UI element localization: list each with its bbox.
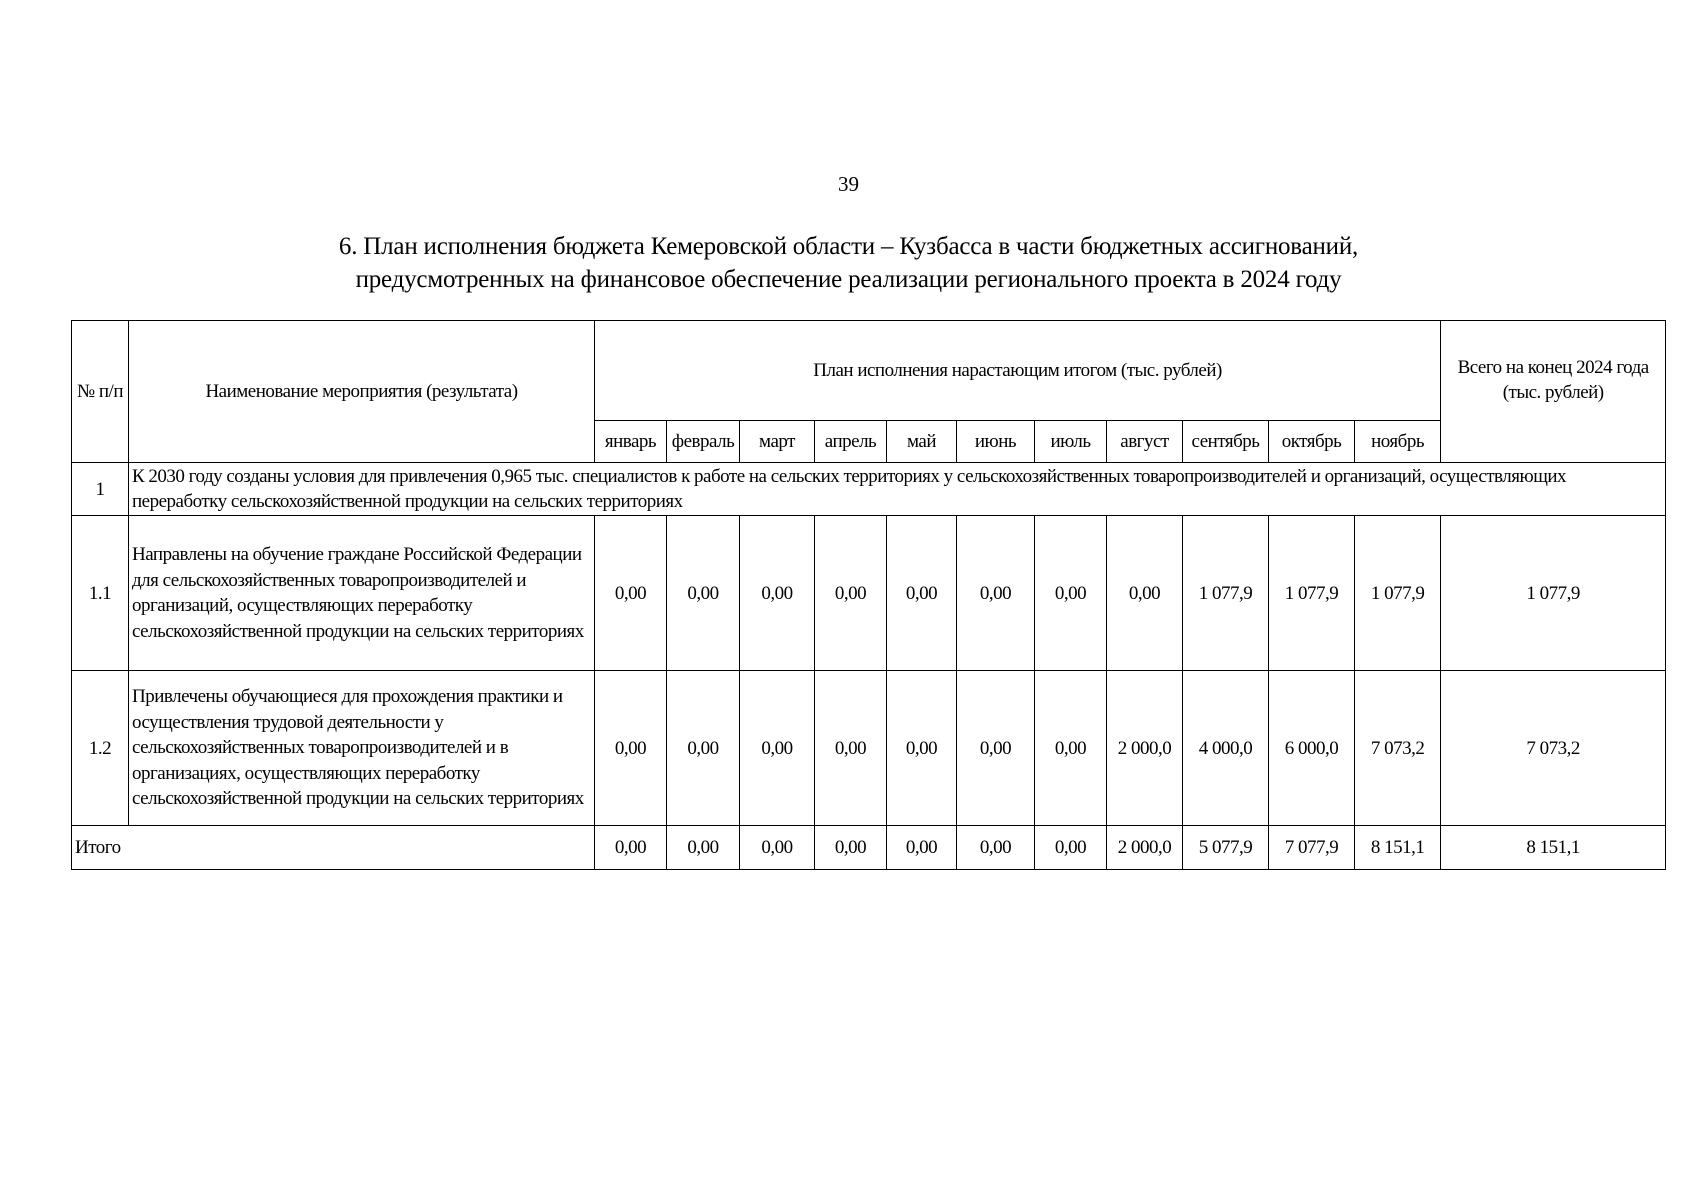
cell-value: 4 000,0 — [1183, 671, 1269, 826]
header-name: Наименование мероприятия (результата) — [129, 321, 595, 463]
cell-value: 6 000,0 — [1269, 671, 1355, 826]
header-month: июль — [1035, 421, 1107, 463]
cell-value: 0,00 — [887, 516, 957, 671]
cell-value: 0,00 — [815, 516, 887, 671]
cell-value: 0,00 — [1035, 516, 1107, 671]
cell-total: 1 077,9 — [1441, 516, 1666, 671]
cell-value: 7 073,2 — [1355, 671, 1441, 826]
row-name: Привлечены обучающиеся для прохождения практики и осуществления трудовой деятельности у сельскохозяйственных товаропроизводителей и в организациях, осуществляющих переработку сельскохозяйственной продукции на сельских территориях — [129, 671, 595, 826]
cell-value: 0,00 — [740, 671, 815, 826]
cell-value: 1 077,9 — [1183, 516, 1269, 671]
row-num: 1.1 — [72, 516, 129, 671]
page-number: 39 — [838, 172, 859, 196]
row-num: 1 — [72, 463, 129, 516]
header-month: июнь — [957, 421, 1035, 463]
header-plan: План исполнения нарастающим итогом (тыс. рублей) — [595, 321, 1441, 421]
cell-value: 0,00 — [1035, 671, 1107, 826]
cell-value: 0,00 — [667, 671, 740, 826]
header-month: ноябрь — [1355, 421, 1441, 463]
header-month: сентябрь — [1183, 421, 1269, 463]
row-name: Направлены на обучение граждане Российской Федерации для сельскохозяйственных товаропроизводителей и организаций, осуществляющих переработку сельскохозяйственной продукции на сельских территориях — [129, 516, 595, 671]
summary-value: 7 077,9 — [1269, 826, 1355, 870]
title-line-1: 6. План исполнения бюджета Кемеровской области – Кузбасса в части бюджетных ассигнований, — [338, 233, 1359, 260]
cell-value: 0,00 — [957, 671, 1035, 826]
header-month: август — [1107, 421, 1183, 463]
budget-plan-table — [71, 320, 1666, 870]
header-month: февраль — [667, 421, 740, 463]
cell-value: 0,00 — [815, 671, 887, 826]
summary-value: 0,00 — [887, 826, 957, 870]
summary-label: Итого — [72, 826, 595, 870]
summary-value: 0,00 — [595, 826, 667, 870]
cell-value: 1 077,9 — [1355, 516, 1441, 671]
cell-value: 0,00 — [595, 516, 667, 671]
cell-value: 0,00 — [1107, 516, 1183, 671]
summary-total: 8 151,1 — [1441, 826, 1666, 870]
goal-text: К 2030 году созданы условия для привлечения 0,965 тыс. специалистов к работе на сельских территориях у сельскохозяйственных товаропроизводителей и организаций, осуществляющих переработку сельскохозяйственной продукции на сельских территориях — [129, 463, 1666, 516]
row-num: 1.2 — [72, 671, 129, 826]
cell-total: 7 073,2 — [1441, 671, 1666, 826]
cell-value: 0,00 — [667, 516, 740, 671]
header-month: апрель — [815, 421, 887, 463]
header-month: май — [887, 421, 957, 463]
cell-value: 0,00 — [887, 671, 957, 826]
summary-row — [72, 826, 1666, 870]
summary-value: 0,00 — [815, 826, 887, 870]
cell-value: 0,00 — [740, 516, 815, 671]
goal-row — [72, 463, 1666, 516]
cell-value: 2 000,0 — [1107, 671, 1183, 826]
cell-value: 0,00 — [595, 671, 667, 826]
header-month: октябрь — [1269, 421, 1355, 463]
header-month: январь — [595, 421, 667, 463]
title-line-2: предусмотренных на финансовое обеспечение реализации регионального проекта в 2024 году — [355, 266, 1342, 293]
summary-value: 5 077,9 — [1183, 826, 1269, 870]
summary-value: 0,00 — [667, 826, 740, 870]
summary-value: 2 000,0 — [1107, 826, 1183, 870]
header-total: Всего на конец 2024 года (тыс. рублей) — [1441, 321, 1666, 463]
table-row — [72, 516, 1666, 671]
table-row — [72, 671, 1666, 826]
header-month: март — [740, 421, 815, 463]
summary-value: 0,00 — [1035, 826, 1107, 870]
summary-value: 0,00 — [957, 826, 1035, 870]
header-num: № п/п — [72, 321, 129, 463]
summary-value: 8 151,1 — [1355, 826, 1441, 870]
summary-value: 0,00 — [740, 826, 815, 870]
document-title — [100, 230, 1597, 296]
cell-value: 0,00 — [957, 516, 1035, 671]
cell-value: 1 077,9 — [1269, 516, 1355, 671]
